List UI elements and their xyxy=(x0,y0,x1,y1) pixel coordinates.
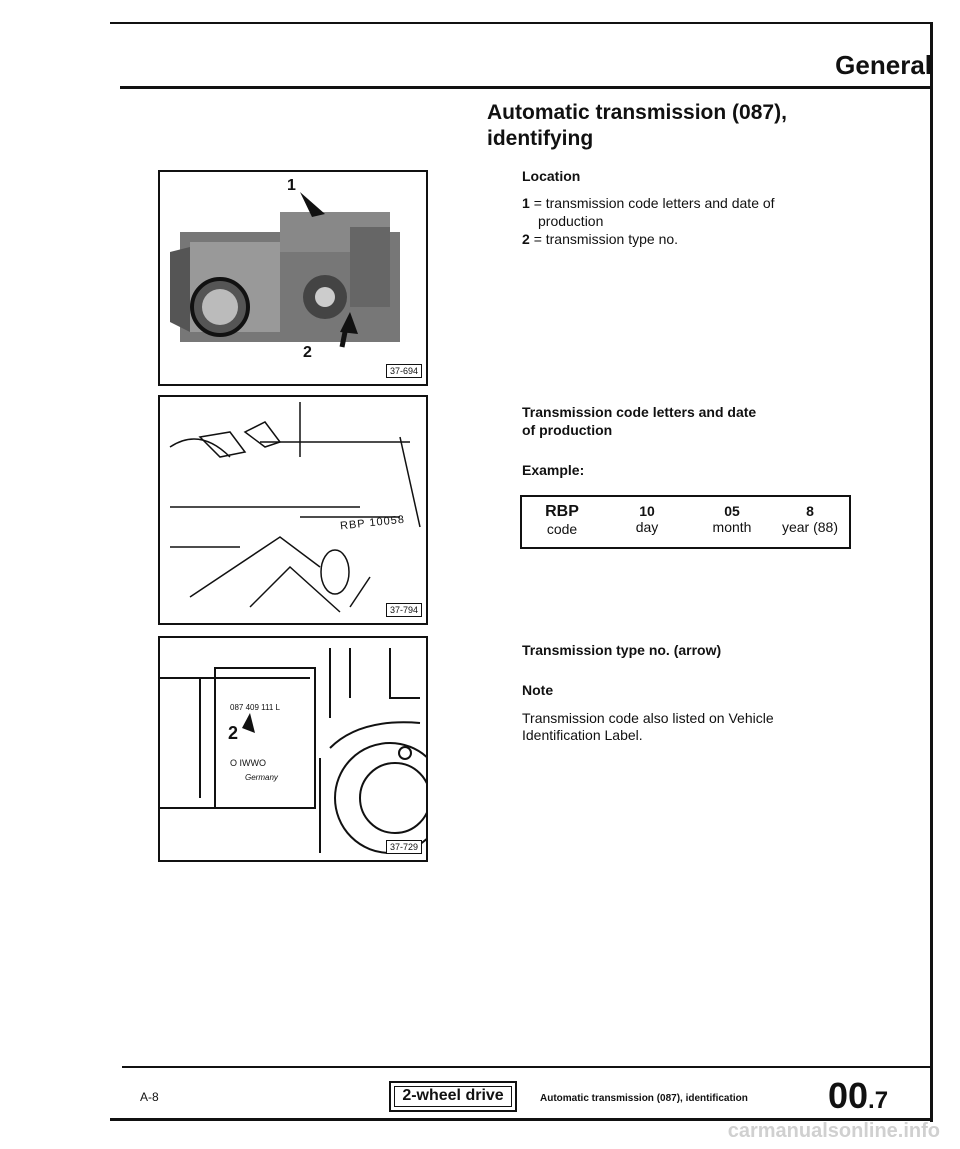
code-letters-heading-line1: Transmission code letters and date xyxy=(522,404,757,420)
note-line2: Identification Label. xyxy=(522,727,643,743)
figure-transmission-overview xyxy=(158,170,428,386)
example-col-code xyxy=(532,503,592,537)
location-item-1-num: 1 xyxy=(522,195,530,211)
example-label: Example: xyxy=(522,462,585,478)
chapter-big: 00 xyxy=(828,1075,869,1116)
plate-callout-2: 2 xyxy=(228,723,239,743)
footer-page-ref: A-8 xyxy=(140,1090,159,1104)
top-right-border xyxy=(110,22,930,24)
example-value: RBP xyxy=(545,503,579,520)
section-title-line1: Automatic transmission (087), xyxy=(487,101,787,124)
example-label-cell: month xyxy=(712,519,752,535)
example-value: 8 xyxy=(806,503,814,519)
code-letters-heading xyxy=(522,403,756,439)
stamp-text: RBP 10058 xyxy=(339,513,406,533)
example-col-day xyxy=(617,503,677,535)
figure-tag: 37-794 xyxy=(386,603,422,617)
figure-type-plate xyxy=(158,636,428,862)
chapter-small: .7 xyxy=(868,1087,889,1114)
code-stamp-drawing xyxy=(160,397,426,623)
example-label-cell: year (88) xyxy=(781,519,839,535)
location-item-1 xyxy=(522,195,852,212)
header-rule xyxy=(120,86,932,89)
footer-top-rule xyxy=(122,1066,932,1068)
plate-line1: 087 409 111 L xyxy=(230,703,280,712)
figure-callout-2: 2 xyxy=(303,344,312,361)
example-col-year xyxy=(772,503,848,535)
example-label-cell: day xyxy=(635,519,659,535)
location-item-1-cont: production xyxy=(538,213,604,229)
location-item-1-text: = transmission code letters and date of xyxy=(533,195,775,211)
type-plate-drawing xyxy=(160,638,426,860)
watermark: carmanualsonline.info xyxy=(727,1120,940,1142)
figure-callout-1: 1 xyxy=(287,177,296,194)
type-no-heading: Transmission type no. (arrow) xyxy=(522,642,722,658)
example-label-cell: code xyxy=(546,521,578,537)
location-heading: Location xyxy=(522,168,581,184)
figure-tag: 37-694 xyxy=(386,364,422,378)
section-title-line2: identifying xyxy=(487,127,594,150)
footer-caption: Automatic transmission (087), identification xyxy=(540,1093,748,1104)
example-table xyxy=(520,495,851,549)
note-heading: Note xyxy=(522,682,554,698)
figure-code-stamp xyxy=(158,395,428,625)
location-item-2-text: = transmission type no. xyxy=(533,231,679,247)
code-letters-heading-line2: of production xyxy=(522,422,613,438)
plate-line3: Germany xyxy=(245,773,278,782)
plate-line2: O IWWO xyxy=(230,758,266,768)
right-page-edge xyxy=(930,22,933,1122)
section-title xyxy=(487,100,787,152)
chapter-number xyxy=(828,1075,888,1117)
drive-type-box: 2-wheel drive xyxy=(389,1081,517,1112)
header-title: General xyxy=(835,50,932,80)
example-value: 05 xyxy=(724,503,740,519)
location-item-2 xyxy=(522,231,678,248)
note-text xyxy=(522,710,774,744)
note-line1: Transmission code also listed on Vehicle xyxy=(522,710,774,726)
example-col-month xyxy=(692,503,772,535)
location-item-2-num: 2 xyxy=(522,231,530,247)
figure-tag: 37-729 xyxy=(386,840,422,854)
transmission-drawing xyxy=(160,172,426,384)
example-value: 10 xyxy=(639,503,655,519)
